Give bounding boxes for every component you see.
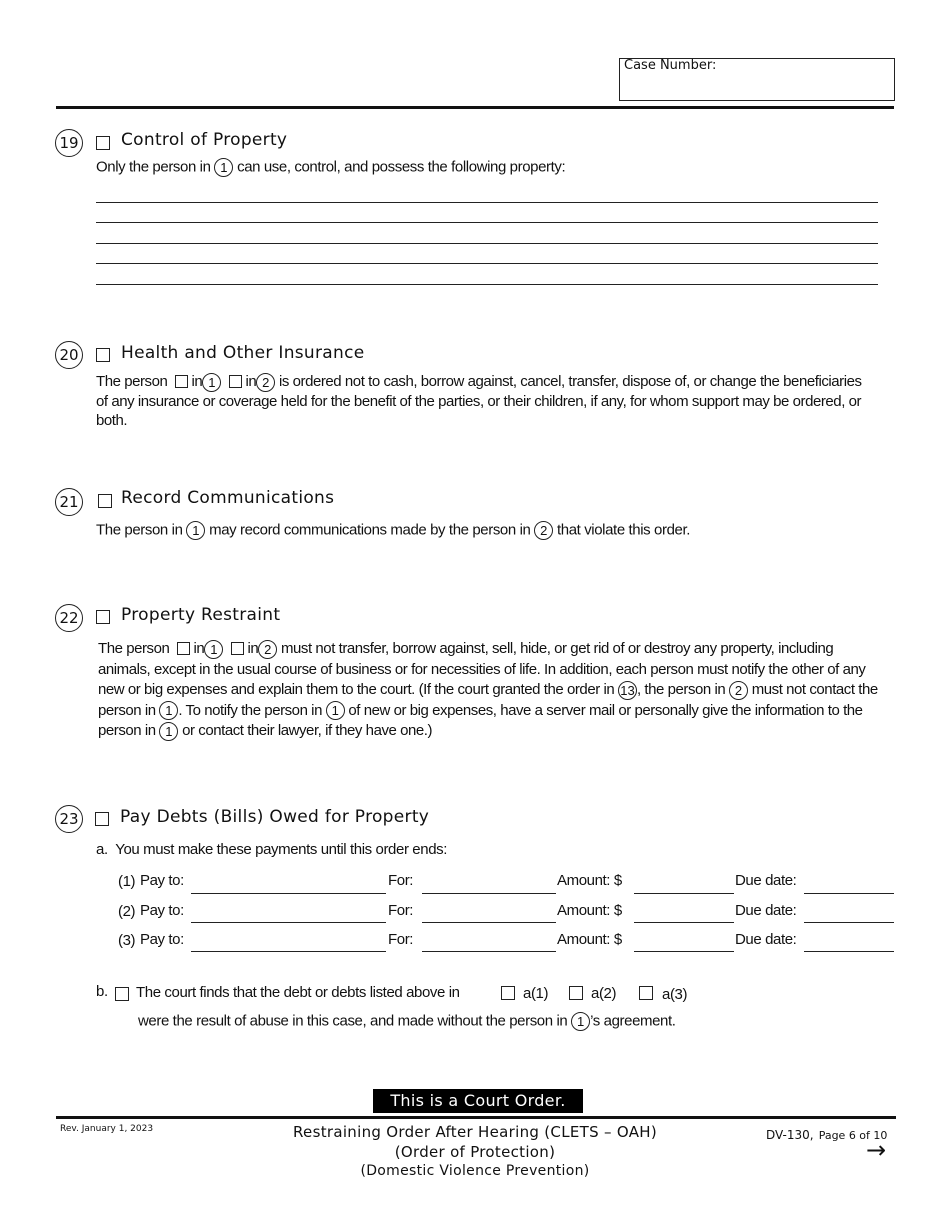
- pay-debts-title: Pay Debts (Bills) Owed for Property: [120, 807, 430, 827]
- for-input[interactable]: [422, 901, 556, 923]
- form-title-line-1: Restraining Order After Hearing (CLETS – OAH): [293, 1123, 657, 1141]
- next-page-arrow-icon[interactable]: →: [866, 1136, 887, 1164]
- payment-row-num: (1): [118, 873, 136, 890]
- health-insurance-checkbox[interactable]: [96, 348, 110, 362]
- amount-input[interactable]: [634, 901, 734, 923]
- a3-label: a(3): [662, 986, 688, 1003]
- record-communications-checkbox[interactable]: [98, 494, 112, 508]
- due-date-label: Due date:: [735, 902, 797, 919]
- pay-to-input[interactable]: [191, 930, 386, 952]
- ref-circle: 1: [159, 722, 178, 741]
- property-line[interactable]: [96, 243, 878, 244]
- a2-label: a(2): [591, 985, 617, 1002]
- form-title-line-2: (Order of Protection): [394, 1143, 556, 1161]
- control-of-property-text: Only the person in 1 can use, control, and possess the following property:: [96, 158, 566, 176]
- health-insurance-title: Health and Other Insurance: [121, 343, 365, 363]
- property-line[interactable]: [96, 263, 878, 264]
- amount-input[interactable]: [634, 930, 734, 952]
- ref-circle: 1: [186, 521, 205, 540]
- ref-circle: 1: [159, 701, 178, 720]
- pay-to-input[interactable]: [191, 901, 386, 923]
- case-number-box[interactable]: [619, 58, 895, 101]
- health-insurance-text: The person in 1 in 2 is ordered not to cash, borrow against, cancel, transfer, dispose of, or change the beneficiaries of any insurance or coverage held for the benefit of the parties, or their children, if any, for whom support may be ordered, or both.: [96, 373, 862, 429]
- for-label: For:: [388, 931, 414, 948]
- record-communications-title: Record Communications: [121, 488, 335, 508]
- header-rule: [56, 106, 894, 109]
- a1-label: a(1): [523, 985, 549, 1002]
- pay-to-label: Pay to:: [140, 872, 184, 889]
- due-date-label: Due date:: [735, 931, 797, 948]
- control-of-property-checkbox[interactable]: [96, 136, 110, 150]
- due-date-input[interactable]: [804, 930, 894, 952]
- a2-checkbox[interactable]: [569, 986, 583, 1000]
- property-restraint-text: The person in 1 in 2 must not transfer, borrow against, sell, hide, or get rid of or destroy any property, including animals, except in the usual course of business or for necessities of life. In addition, each person must notify the other of any new or big expenses and explain them to the court. (If the court granted the order in 13 , the person in 2 must not contact the person in 1 . To notify the person in 1 of new or big expenses, have a server mail or personally give the information to the person in 1 or contact their lawyer, if they have one.): [98, 640, 878, 739]
- ref-circle: 1: [326, 701, 345, 720]
- item-number-21: 21: [55, 488, 83, 516]
- person-1-checkbox[interactable]: [175, 375, 188, 388]
- for-label: For:: [388, 872, 414, 889]
- form-id: DV-130,: [766, 1128, 814, 1142]
- pay-to-label: Pay to:: [140, 931, 184, 948]
- ref-circle: 2: [258, 640, 277, 659]
- for-label: For:: [388, 902, 414, 919]
- ref-circle: 1: [204, 640, 223, 659]
- form-title: [250, 1122, 700, 1181]
- ref-circle: 2: [534, 521, 553, 540]
- amount-label: Amount: $: [557, 902, 622, 919]
- case-number-label: Case Number:: [624, 58, 717, 73]
- due-date-input[interactable]: [804, 872, 894, 894]
- court-finds-checkbox[interactable]: [115, 987, 129, 1001]
- for-input[interactable]: [422, 872, 556, 894]
- property-line[interactable]: [96, 202, 878, 203]
- pay-debts-a-text: a. You must make these payments until this order ends:: [96, 841, 447, 858]
- amount-input[interactable]: [634, 872, 734, 894]
- pay-debts-checkbox[interactable]: [95, 812, 109, 826]
- person-2-checkbox[interactable]: [229, 375, 242, 388]
- person-2-checkbox[interactable]: [231, 642, 244, 655]
- ref-circle: 2: [256, 373, 275, 392]
- ref-circle: 13: [618, 681, 637, 700]
- for-input[interactable]: [422, 930, 556, 952]
- ref-circle: 1: [202, 373, 221, 392]
- payment-row-num: (2): [118, 903, 136, 920]
- ref-circle: 2: [729, 681, 748, 700]
- item-number-22: 22: [55, 604, 83, 632]
- property-restraint-title: Property Restraint: [121, 605, 281, 625]
- due-date-label: Due date:: [735, 872, 797, 889]
- form-title-line-3: (Domestic Violence Prevention): [360, 1163, 590, 1179]
- amount-label: Amount: $: [557, 931, 622, 948]
- ref-circle: 1: [571, 1012, 590, 1031]
- ref-circle: 1: [214, 158, 233, 177]
- item-number-23: 23: [55, 805, 83, 833]
- item-number-20: 20: [55, 341, 83, 369]
- abuse-finding-text: were the result of abuse in this case, and made without the person in 1 ’s agreement.: [138, 1012, 676, 1030]
- property-line[interactable]: [96, 222, 878, 223]
- amount-label: Amount: $: [557, 872, 622, 889]
- pay-to-input[interactable]: [191, 872, 386, 894]
- control-of-property-title: Control of Property: [121, 130, 288, 150]
- footer-rule: [56, 1116, 896, 1119]
- property-restraint-checkbox[interactable]: [96, 610, 110, 624]
- revision-date: Rev. January 1, 2023: [60, 1124, 154, 1134]
- person-1-checkbox[interactable]: [177, 642, 190, 655]
- item-number-19: 19: [55, 129, 83, 157]
- court-finds-text: The court finds that the debt or debts listed above in: [136, 984, 460, 1001]
- record-communications-text: The person in 1 may record communications made by the person in 2 that violate this order.: [96, 521, 690, 539]
- page-number: Page 6 of 10: [818, 1129, 888, 1142]
- a3-checkbox[interactable]: [639, 986, 653, 1000]
- b-label: b.: [96, 983, 108, 1000]
- court-order-banner: This is a Court Order.: [373, 1089, 583, 1113]
- pay-to-label: Pay to:: [140, 902, 184, 919]
- property-line[interactable]: [96, 284, 878, 285]
- due-date-input[interactable]: [804, 901, 894, 923]
- payment-row-num: (3): [118, 932, 136, 949]
- a1-checkbox[interactable]: [501, 986, 515, 1000]
